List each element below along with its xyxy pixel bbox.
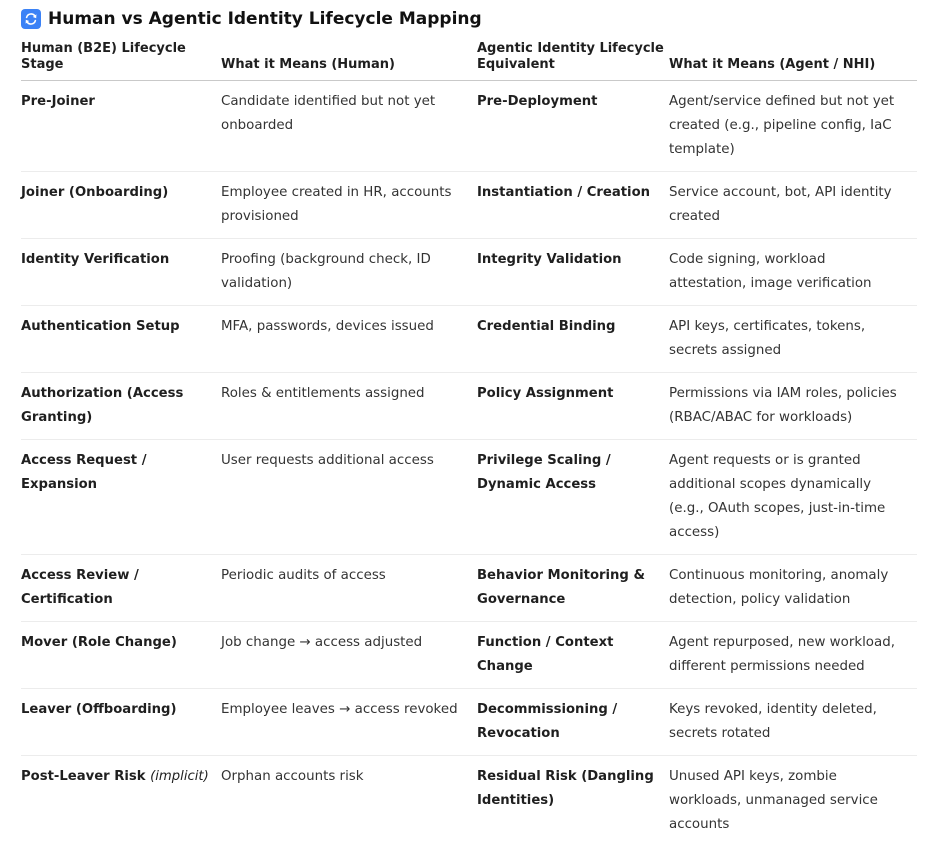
agent-meaning: Keys revoked, identity deleted, secrets rotated: [669, 689, 917, 756]
agent-meaning: Continuous monitoring, anomaly detection, policy validation: [669, 555, 917, 622]
human-stage-cell: [21, 440, 221, 555]
agent-meaning: Service account, bot, API identity created: [669, 172, 917, 239]
human-stage: Authorization (Access Granting): [21, 386, 183, 425]
agent-meaning: API keys, certificates, tokens, secrets assigned: [669, 306, 917, 373]
human-stage-cell: [21, 81, 221, 172]
table-row: [21, 689, 917, 756]
table-row: [21, 555, 917, 622]
agent-meaning: Agent requests or is granted additional scopes dynamically (e.g., OAuth scopes, just-in-time access): [669, 440, 917, 555]
agent-stage: Residual Risk (Dangling Identities): [477, 756, 669, 846]
agent-meaning: Unused API keys, zombie workloads, unmanaged service accounts: [669, 756, 917, 846]
human-stage: Access Review / Certification: [21, 568, 139, 607]
human-stage: Access Request / Expansion: [21, 453, 147, 492]
table-row: [21, 373, 917, 440]
human-meaning: Job change → access adjusted: [221, 622, 477, 689]
agent-stage: Credential Binding: [477, 306, 669, 373]
human-stage-cell: [21, 373, 221, 440]
human-meaning: MFA, passwords, devices issued: [221, 306, 477, 373]
lifecycle-mapping-table: [21, 35, 917, 846]
table-row: [21, 239, 917, 306]
table-row: [21, 306, 917, 373]
table-header-row: [21, 35, 917, 81]
human-stage: Joiner (Onboarding): [21, 185, 168, 200]
human-meaning: Orphan accounts risk: [221, 756, 477, 846]
human-stage-cell: [21, 239, 221, 306]
human-stage-cell: [21, 172, 221, 239]
agent-stage: Integrity Validation: [477, 239, 669, 306]
agent-stage: Decommissioning / Revocation: [477, 689, 669, 756]
agent-meaning: Permissions via IAM roles, policies (RBAC/ABAC for workloads): [669, 373, 917, 440]
human-stage: Leaver (Offboarding): [21, 702, 177, 717]
header-agent-stage: Agentic Identity Lifecycle Equivalent: [477, 35, 669, 81]
human-meaning: Employee created in HR, accounts provisioned: [221, 172, 477, 239]
table-row: [21, 622, 917, 689]
human-stage-cell: [21, 306, 221, 373]
table-row: [21, 440, 917, 555]
agent-stage: Behavior Monitoring & Governance: [477, 555, 669, 622]
human-stage: Post-Leaver Risk: [21, 769, 146, 784]
agent-stage: Pre-Deployment: [477, 81, 669, 172]
agent-meaning: Code signing, workload attestation, image verification: [669, 239, 917, 306]
human-meaning: Employee leaves → access revoked: [221, 689, 477, 756]
agent-meaning: Agent repurposed, new workload, different permissions needed: [669, 622, 917, 689]
human-stage-cell: [21, 756, 221, 846]
human-meaning: Candidate identified but not yet onboarded: [221, 81, 477, 172]
agent-stage: Policy Assignment: [477, 373, 669, 440]
human-stage: Mover (Role Change): [21, 635, 177, 650]
header-human-stage: Human (B2E) Lifecycle Stage: [21, 35, 221, 81]
title-row: [21, 8, 917, 30]
human-stage-cell: [21, 689, 221, 756]
human-stage: Pre-Joiner: [21, 94, 95, 109]
human-meaning: User requests additional access: [221, 440, 477, 555]
table-row: [21, 81, 917, 172]
header-agent-meaning: What it Means (Agent / NHI): [669, 35, 917, 81]
header-human-meaning: What it Means (Human): [221, 35, 477, 81]
human-meaning: Periodic audits of access: [221, 555, 477, 622]
human-meaning: Proofing (background check, ID validation): [221, 239, 477, 306]
page-title: Human vs Agentic Identity Lifecycle Mapping: [48, 9, 482, 29]
human-stage: Identity Verification: [21, 252, 169, 267]
agent-stage: Privilege Scaling / Dynamic Access: [477, 440, 669, 555]
human-stage-cell: [21, 555, 221, 622]
table-row: [21, 172, 917, 239]
human-stage: Authentication Setup: [21, 319, 180, 334]
agent-meaning: Agent/service defined but not yet created (e.g., pipeline config, IaC template): [669, 81, 917, 172]
implicit-note: (implicit): [150, 769, 209, 784]
refresh-arrows-icon: [21, 9, 41, 29]
agent-stage: Instantiation / Creation: [477, 172, 669, 239]
human-stage-cell: [21, 622, 221, 689]
table-row: [21, 756, 917, 846]
human-meaning: Roles & entitlements assigned: [221, 373, 477, 440]
agent-stage: Function / Context Change: [477, 622, 669, 689]
